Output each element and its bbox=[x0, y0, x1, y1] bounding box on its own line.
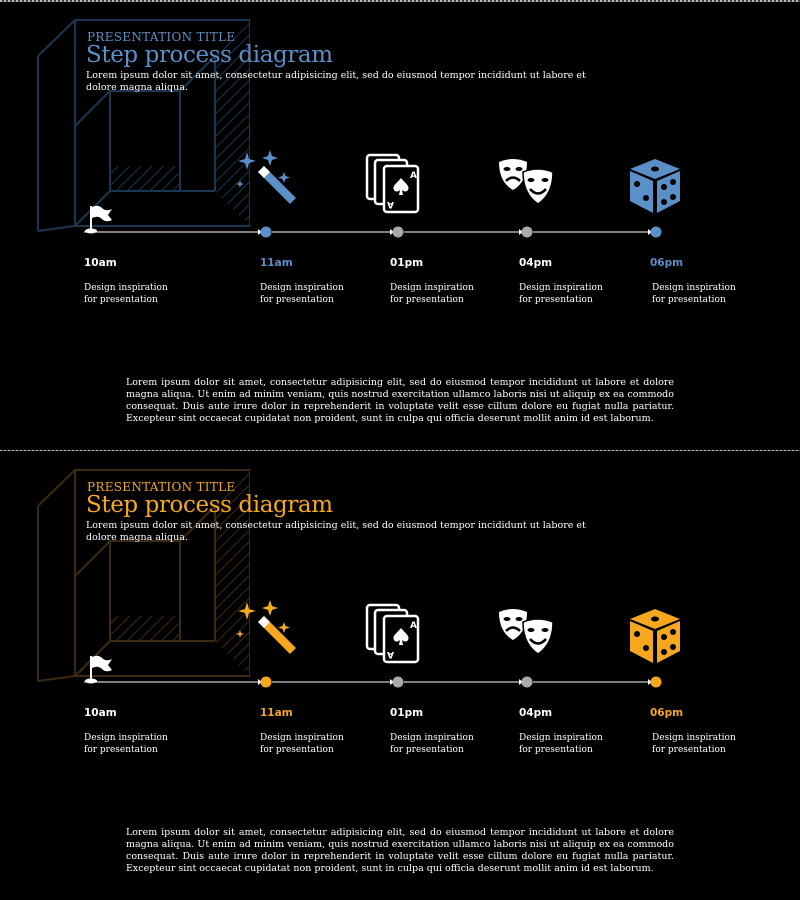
svg-text:A: A bbox=[410, 171, 417, 181]
step-time: 11am bbox=[260, 257, 293, 269]
step-time: 10am bbox=[84, 257, 117, 269]
step-description: Design inspiration for presentation bbox=[652, 733, 736, 755]
step-time: 10am bbox=[84, 707, 117, 719]
body-text: Lorem ipsum dolor sit amet, consectetur adipisicing elit, sed do eiusmod tempor incididunt ut labore et dolore magna aliqua. Ut enim ad minim veniam, quis nostrud exercitation ullamco laboris nisi ut aliquip ex ea commodo consequat. Duis aute irure dolor in reprehenderit in voluptate velit esse cillum dolore eu fugiat nulla pariatur. Excepteur sint occaecat cupidatat non proident, sunt in culpa qui officia deserunt mollit anim id est laborum. bbox=[126, 827, 674, 874]
diagram-title: Step process diagram bbox=[86, 492, 333, 518]
presentation-title: PRESENTATION TITLE bbox=[87, 480, 236, 494]
step-description: Design inspiration for presentation bbox=[84, 733, 168, 755]
timeline-dot bbox=[522, 677, 533, 688]
step-time: 04pm bbox=[519, 707, 553, 719]
step-description: Design inspiration for presentation bbox=[260, 733, 344, 755]
step-description: Design inspiration for presentation bbox=[84, 283, 168, 305]
step-description: Design inspiration for presentation bbox=[260, 283, 344, 305]
slide-orange bbox=[0, 452, 800, 900]
intro-text: Lorem ipsum dolor sit amet, consectetur adipisicing elit, sed do eiusmod tempor incididunt ut labore et dolore magna aliqua. bbox=[86, 520, 586, 543]
step-description: Design inspiration for presentation bbox=[390, 733, 474, 755]
diagram-title: Step process diagram bbox=[86, 42, 333, 68]
timeline-dot bbox=[261, 227, 272, 238]
step-time: 06pm bbox=[650, 707, 684, 719]
step-description: Design inspiration for presentation bbox=[652, 283, 736, 305]
step-description: Design inspiration for presentation bbox=[390, 283, 474, 305]
step-time: 01pm bbox=[390, 707, 424, 719]
step-time: 11am bbox=[260, 707, 293, 719]
timeline-dot bbox=[651, 227, 662, 238]
timeline-dot bbox=[522, 227, 533, 238]
timeline-dot bbox=[393, 677, 404, 688]
svg-text:A: A bbox=[387, 649, 394, 659]
presentation-title: PRESENTATION TITLE bbox=[87, 30, 236, 44]
svg-text:A: A bbox=[387, 199, 394, 209]
step-description: Design inspiration for presentation bbox=[519, 733, 603, 755]
step-time: 06pm bbox=[650, 257, 684, 269]
step-time: 01pm bbox=[390, 257, 424, 269]
step-description: Design inspiration for presentation bbox=[519, 283, 603, 305]
timeline-dot bbox=[261, 677, 272, 688]
body-text: Lorem ipsum dolor sit amet, consectetur adipisicing elit, sed do eiusmod tempor incididunt ut labore et dolore magna aliqua. Ut enim ad minim veniam, quis nostrud exercitation ullamco laboris nisi ut aliquip ex ea commodo consequat. Duis aute irure dolor in reprehenderit in voluptate velit esse cillum dolore eu fugiat nulla pariatur. Excepteur sint occaecat cupidatat non proident, sunt in culpa qui officia deserunt mollit anim id est laborum. bbox=[126, 377, 674, 424]
intro-text: Lorem ipsum dolor sit amet, consectetur adipisicing elit, sed do eiusmod tempor incididunt ut labore et dolore magna aliqua. bbox=[86, 70, 586, 93]
svg-text:A: A bbox=[410, 621, 417, 631]
step-time: 04pm bbox=[519, 257, 553, 269]
timeline-dot bbox=[393, 227, 404, 238]
slide-blue bbox=[0, 2, 800, 450]
timeline-dot bbox=[651, 677, 662, 688]
